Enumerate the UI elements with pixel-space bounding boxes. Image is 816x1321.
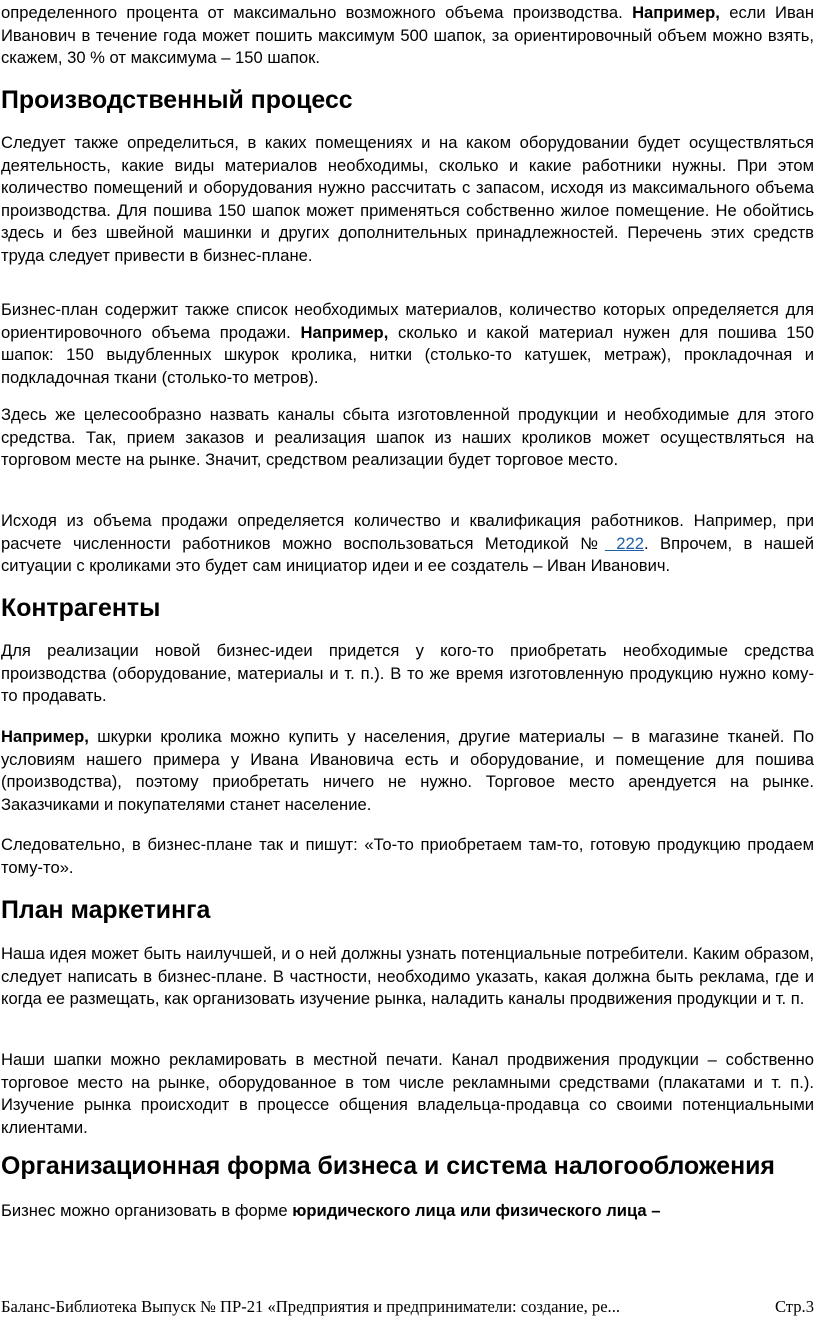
text: Бизнес-план содержит также список необходимых материалов, количество которых определяется для ориентировочного объема продажи. xyxy=(1,300,814,342)
methodology-link[interactable]: 222 xyxy=(604,533,644,553)
paragraph-materials xyxy=(1,299,814,389)
page-footer xyxy=(1,1296,814,1318)
heading-production: Производственный процесс xyxy=(1,86,353,114)
paragraph-contractors: Для реализации новой бизнес-идеи придется у кого-то приобретать необходимые средства производства (оборудование, материалы и т. п.). В то же время изготовленную продукцию нужно кому-то продавать. xyxy=(1,641,814,706)
page-number: Стр.3 xyxy=(769,1296,814,1318)
paragraph-channels: Здесь же целесообразно назвать каналы сбыта изготовленной продукции и необходимые для этого средства. Так, прием заказов и реализация шапок из наших кроликов может осуществляться на торговом месте на рынке. Значит, средством реализации будет торговое место. xyxy=(1,405,814,470)
text: сколько и какой материал нужен для пошива 150 шапок: 150 выдубленных шкурок кролика, нитки (столько-то катушек, метраж), прокладочная и подкладочная ткани (столько-то метров). xyxy=(1,322,814,387)
text: определенного процента от максимально возможного объема производства. xyxy=(1,3,633,22)
bold-text: Например, xyxy=(300,322,389,342)
bold-text: юридического лица или физического лица – xyxy=(292,1201,661,1220)
heading-contractors: Контрагенты xyxy=(1,594,161,622)
text: Бизнес можно организовать в форме xyxy=(1,1201,293,1220)
text: шкурки кролика можно купить у населения, другие материалы – в магазине тканей. По условиям нашего примера у Ивана Ивановича есть и оборудование, и помещение для пошива (производства), поэтому приобретать ничего не нужно. Торговое место арендуется на рынке. Заказчиками и покупателями станет население. xyxy=(1,727,814,814)
bold-text: Например, xyxy=(1,727,89,746)
text: если Иван Иванович в течение года может пошить максимум 500 шапок, за ориентировочный объем можно взять, скажем, 30 % от максимума – 150 шапок. xyxy=(1,3,814,68)
paragraph-intro xyxy=(1,2,814,70)
paragraph-marketing-1: Наша идея может быть наилучшей, и о ней должны узнать потенциальные потребители. Каким образом, следует написать в бизнес-плане. В частности, необходимо указать, какая должна быть реклама, где и когда ее размещать, как организовать изучение рынка, наладить каналы продвижения продукции и т. п. xyxy=(1,944,814,1009)
paragraph-org-form xyxy=(1,1200,814,1223)
bold-text: Например, xyxy=(632,3,720,22)
paragraph-example xyxy=(1,726,814,816)
text: . Впрочем, в нашей ситуации с кроликами это будет сам инициатор идеи и ее создатель – Иван Иванович. xyxy=(1,533,815,576)
footer-source: Баланс-Библиотека Выпуск № ПР-21 «Предприятия и предприниматели: создание, ре... xyxy=(1,1297,620,1316)
heading-org-form: Организационная форма бизнеса и система налогообложения xyxy=(1,1152,775,1180)
text: Исходя из объема продажи определяется количество и квалификация работников. Например, при расчете численности работников можно воспользоваться Методикой № xyxy=(1,511,814,553)
paragraph-therefore: Следовательно, в бизнес-плане так и пишут: «То-то приобретаем там-то, готовую продукцию продаем тому-то». xyxy=(1,835,814,877)
paragraph-marketing-2: Наши шапки можно рекламировать в местной печати. Канал продвижения продукции – собственно торговое место на рынке, оборудованное в том числе рекламными средствами (плакатами и т. п.). Изучение рынка происходит в процессе общения владельца-продавца со своими потенциальными клиентами. xyxy=(1,1050,814,1137)
heading-marketing: План маркетинга xyxy=(1,896,211,924)
paragraph-workers xyxy=(1,510,814,578)
paragraph-production: Следует также определиться, в каких помещениях и на каком оборудовании будет осуществляться деятельность, какие виды материалов необходимы, сколько и какие работники нужны. При этом количество помещений и оборудования нужно рассчитать с запасом, исходя из максимального объема производства. Для пошива 150 шапок может применяться собственно жилое помещение. Не обойтись здесь и без швейной машинки и других дополнительных принадлежностей. Перечень этих средств труда следует привести в бизнес-плане. xyxy=(1,133,814,265)
